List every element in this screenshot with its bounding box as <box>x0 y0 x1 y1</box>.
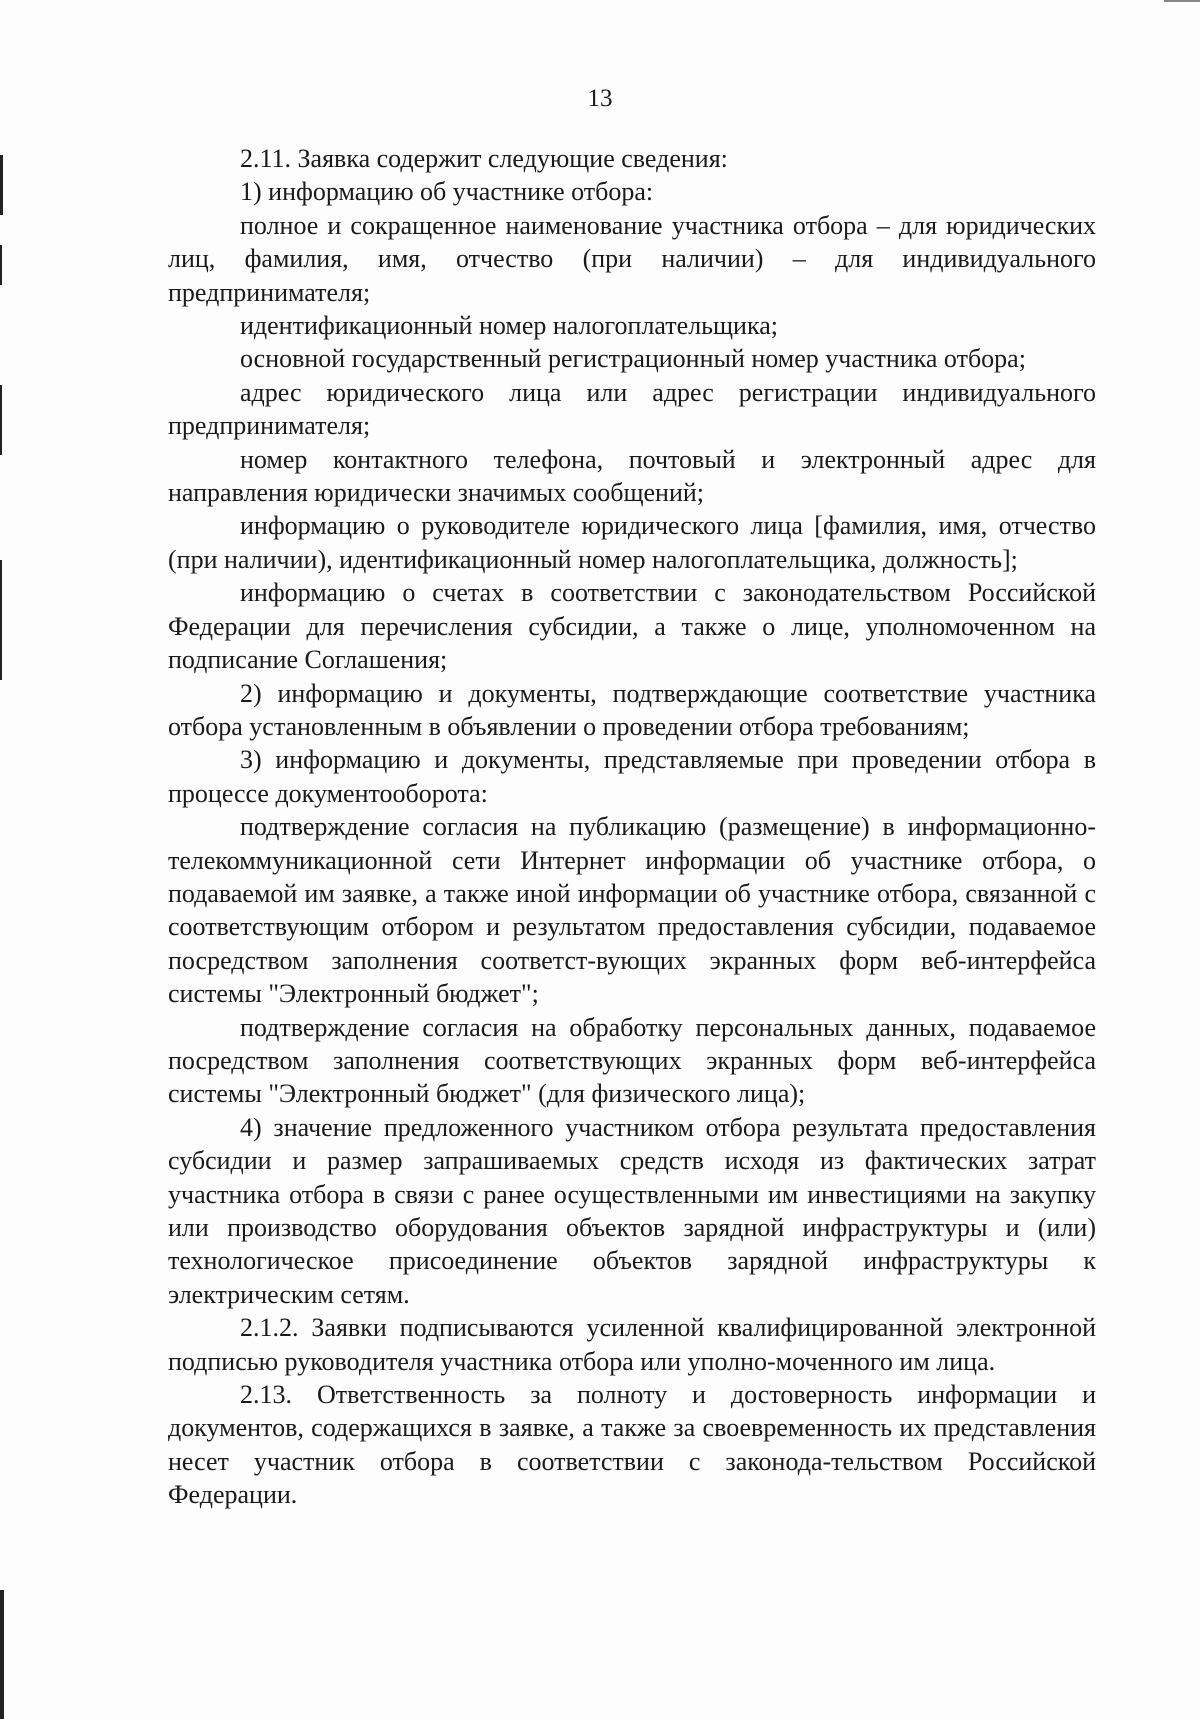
scan-edge-mark <box>0 155 3 215</box>
paragraph-publication-consent: подтверждение согласия на публикацию (размещение) в информационно-телекоммуникационной сети Интернет информации об участнике отбора, о подаваемой им заявке, а также иной информации об участнике отбора, связанной с соответствующим отбором и результатом предоставления субсидии, подаваемое посредством заполнения соответст-вующих экранных форм веб-интерфейса системы "Электронный бюджет"; <box>168 812 1096 1009</box>
paragraph-2-11-heading: 2.11. Заявка содержит следующие сведения: <box>240 144 728 173</box>
scan-edge-mark <box>0 385 2 455</box>
scan-edge-mark <box>0 245 2 285</box>
paragraph-ogrn: основной государственный регистрационный номер участника отбора; <box>240 344 1026 374</box>
page-number: 13 <box>587 85 613 112</box>
scan-edge-mark <box>0 1590 4 1719</box>
scan-corner-mark <box>1164 0 1200 2</box>
paragraph-full-name: полное и сокращенное наименование участника отбора – для юридических лиц, фамилия, имя, отчество (при наличии) – для индивидуального предпринимателя; <box>168 210 1096 307</box>
document-body <box>168 142 1096 1512</box>
paragraph-personal-data-consent: подтверждение согласия на обработку персональных данных, подаваемое посредством заполнения соответствующих экранных форм веб-интерфейса системы "Электронный бюджет" (для физического лица); <box>168 1012 1096 1109</box>
paragraph-2-1-2: 2.1.2. Заявки подписываются усиленной квалифицированной электронной подписью руководителя участника отбора или уполно-моченного им лица. <box>168 1313 1096 1376</box>
paragraph-item-4: 4) значение предложенного участником отбора результата предоставления субсидии и размер запрашиваемых средств исходя из фактических затрат участника отбора в связи с ранее осуществленными им инвестициями на закупку или производство оборудования объектов зарядной инфраструктуры и (или) технологическое присоединение объектов зарядной инфраструктуры к электрическим сетям. <box>168 1112 1096 1309</box>
paragraph-head-info: информацию о руководителе юридического лица [фамилия, имя, отчество (при наличии), идентификационный номер налогоплательщика, должность]; <box>168 511 1096 574</box>
paragraph-item-3: 3) информацию и документы, представляемые при проведении отбора в процессе документооборота: <box>168 745 1096 808</box>
scan-edge-mark <box>0 560 2 680</box>
paragraph-address: адрес юридического лица или адрес регистрации индивидуального предпринимателя; <box>168 377 1096 441</box>
paragraph-item-2: 2) информацию и документы, подтверждающие соответствие участника отбора установленным в объявлении о проведении отбора требованиям; <box>168 678 1096 741</box>
paragraph-accounts: информацию о счетах в соответствии с законодательством Российской Федерации для перечисления субсидии, а также о лице, уполномоченном на подписание Соглашения; <box>168 578 1096 675</box>
paragraph-contacts: номер контактного телефона, почтовый и электронный адрес для направления юридически значимых сообщений; <box>168 444 1096 508</box>
paragraph-2-13: 2.13. Ответственность за полноту и достоверность информации и документов, содержащихся в заявке, а также за своевременность их представления несет участник отбора в соответствии с законода-тельством Российской Федерации. <box>168 1380 1096 1510</box>
paragraph-item-1: 1) информацию об участнике отбора: <box>240 177 654 207</box>
paragraph-inn: идентификационный номер налогоплательщика; <box>240 311 778 341</box>
